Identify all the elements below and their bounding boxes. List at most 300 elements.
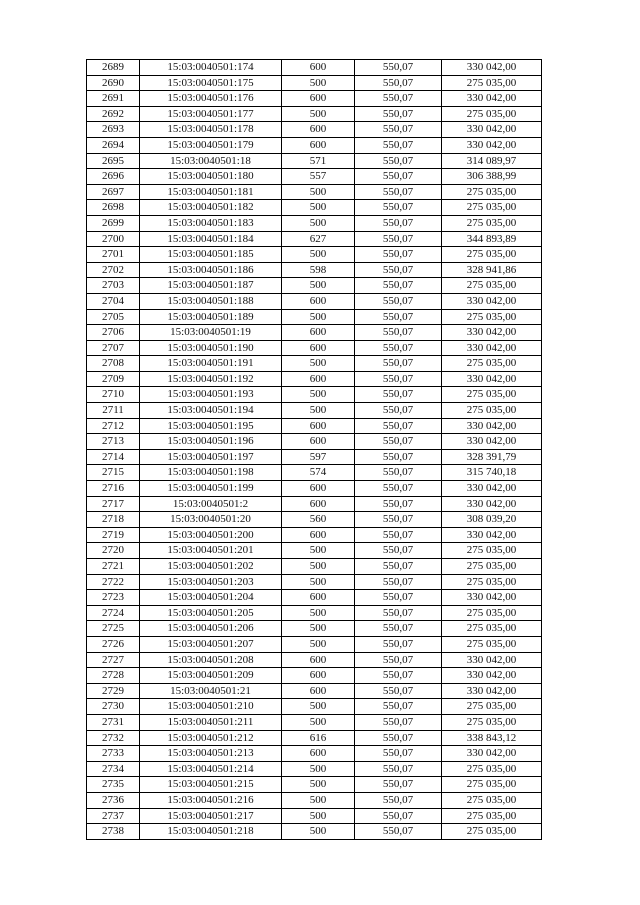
table-row xyxy=(87,512,542,528)
cost-cell: 330 042,00 xyxy=(442,590,542,606)
cadastral-number-cell: 15:03:0040501:190 xyxy=(140,340,282,356)
area-cell: 500 xyxy=(282,200,355,216)
cost-cell: 330 042,00 xyxy=(442,60,542,76)
row-number-cell: 2720 xyxy=(87,543,140,559)
cadastral-number-cell: 15:03:0040501:180 xyxy=(140,169,282,185)
cost-cell: 275 035,00 xyxy=(442,403,542,419)
rate-cell: 550,07 xyxy=(355,122,442,138)
cadastral-number-cell: 15:03:0040501:208 xyxy=(140,652,282,668)
table-row xyxy=(87,777,542,793)
cost-cell: 344 893,89 xyxy=(442,231,542,247)
cadastral-number-cell: 15:03:0040501:181 xyxy=(140,184,282,200)
table-row xyxy=(87,449,542,465)
cadastral-number-cell: 15:03:0040501:189 xyxy=(140,309,282,325)
table-row xyxy=(87,527,542,543)
table-row xyxy=(87,668,542,684)
cadastral-number-cell: 15:03:0040501:205 xyxy=(140,605,282,621)
table-row xyxy=(87,91,542,107)
table-row xyxy=(87,340,542,356)
cadastral-number-cell: 15:03:0040501:209 xyxy=(140,668,282,684)
area-cell: 500 xyxy=(282,247,355,263)
area-cell: 500 xyxy=(282,559,355,575)
rate-cell: 550,07 xyxy=(355,356,442,372)
cadastral-number-cell: 15:03:0040501:199 xyxy=(140,481,282,497)
cadastral-number-cell: 15:03:0040501:213 xyxy=(140,746,282,762)
row-number-cell: 2733 xyxy=(87,746,140,762)
rate-cell: 550,07 xyxy=(355,325,442,341)
table-row xyxy=(87,153,542,169)
row-number-cell: 2730 xyxy=(87,699,140,715)
row-number-cell: 2716 xyxy=(87,481,140,497)
cadastral-number-cell: 15:03:0040501:191 xyxy=(140,356,282,372)
cadastral-number-cell: 15:03:0040501:198 xyxy=(140,465,282,481)
cadastral-number-cell: 15:03:0040501:192 xyxy=(140,371,282,387)
cadastral-number-cell: 15:03:0040501:202 xyxy=(140,559,282,575)
cost-cell: 275 035,00 xyxy=(442,714,542,730)
cost-cell: 275 035,00 xyxy=(442,247,542,263)
row-number-cell: 2721 xyxy=(87,559,140,575)
table-row xyxy=(87,278,542,294)
row-number-cell: 2726 xyxy=(87,636,140,652)
area-cell: 600 xyxy=(282,527,355,543)
table-row xyxy=(87,169,542,185)
rate-cell: 550,07 xyxy=(355,262,442,278)
row-number-cell: 2717 xyxy=(87,496,140,512)
table-row xyxy=(87,559,542,575)
rate-cell: 550,07 xyxy=(355,106,442,122)
row-number-cell: 2711 xyxy=(87,403,140,419)
rate-cell: 550,07 xyxy=(355,278,442,294)
table-row xyxy=(87,75,542,91)
cost-cell: 330 042,00 xyxy=(442,371,542,387)
area-cell: 500 xyxy=(282,184,355,200)
rate-cell: 550,07 xyxy=(355,527,442,543)
area-cell: 500 xyxy=(282,714,355,730)
cost-cell: 338 843,12 xyxy=(442,730,542,746)
row-number-cell: 2710 xyxy=(87,387,140,403)
cadastral-number-cell: 15:03:0040501:188 xyxy=(140,293,282,309)
table-row xyxy=(87,247,542,263)
area-cell: 600 xyxy=(282,293,355,309)
rate-cell: 550,07 xyxy=(355,247,442,263)
cost-cell: 275 035,00 xyxy=(442,200,542,216)
rate-cell: 550,07 xyxy=(355,200,442,216)
area-cell: 500 xyxy=(282,792,355,808)
rate-cell: 550,07 xyxy=(355,91,442,107)
row-number-cell: 2704 xyxy=(87,293,140,309)
cadastral-number-cell: 15:03:0040501:19 xyxy=(140,325,282,341)
cost-cell: 275 035,00 xyxy=(442,605,542,621)
area-cell: 500 xyxy=(282,106,355,122)
cadastral-number-cell: 15:03:0040501:186 xyxy=(140,262,282,278)
row-number-cell: 2725 xyxy=(87,621,140,637)
table-row xyxy=(87,481,542,497)
row-number-cell: 2690 xyxy=(87,75,140,91)
cost-cell: 330 042,00 xyxy=(442,481,542,497)
table-row xyxy=(87,418,542,434)
rate-cell: 550,07 xyxy=(355,699,442,715)
cost-cell: 330 042,00 xyxy=(442,137,542,153)
row-number-cell: 2703 xyxy=(87,278,140,294)
cost-cell: 275 035,00 xyxy=(442,543,542,559)
rate-cell: 550,07 xyxy=(355,668,442,684)
cadastral-number-cell: 15:03:0040501:210 xyxy=(140,699,282,715)
cadastral-number-cell: 15:03:0040501:175 xyxy=(140,75,282,91)
table-row xyxy=(87,371,542,387)
rate-cell: 550,07 xyxy=(355,184,442,200)
row-number-cell: 2707 xyxy=(87,340,140,356)
cadastral-number-cell: 15:03:0040501:185 xyxy=(140,247,282,263)
rate-cell: 550,07 xyxy=(355,824,442,840)
row-number-cell: 2722 xyxy=(87,574,140,590)
row-number-cell: 2706 xyxy=(87,325,140,341)
cost-cell: 275 035,00 xyxy=(442,309,542,325)
area-cell: 500 xyxy=(282,824,355,840)
table-row xyxy=(87,122,542,138)
rate-cell: 550,07 xyxy=(355,371,442,387)
area-cell: 500 xyxy=(282,621,355,637)
cadastral-number-cell: 15:03:0040501:194 xyxy=(140,403,282,419)
rate-cell: 550,07 xyxy=(355,293,442,309)
area-cell: 500 xyxy=(282,761,355,777)
area-cell: 600 xyxy=(282,60,355,76)
table-row xyxy=(87,200,542,216)
rate-cell: 550,07 xyxy=(355,309,442,325)
cost-cell: 328 391,79 xyxy=(442,449,542,465)
cadastral-number-cell: 15:03:0040501:197 xyxy=(140,449,282,465)
area-cell: 500 xyxy=(282,309,355,325)
area-cell: 600 xyxy=(282,683,355,699)
area-cell: 600 xyxy=(282,496,355,512)
area-cell: 500 xyxy=(282,543,355,559)
cost-cell: 275 035,00 xyxy=(442,636,542,652)
row-number-cell: 2689 xyxy=(87,60,140,76)
row-number-cell: 2699 xyxy=(87,215,140,231)
row-number-cell: 2705 xyxy=(87,309,140,325)
table-row xyxy=(87,824,542,840)
cadastral-number-cell: 15:03:0040501:176 xyxy=(140,91,282,107)
cost-cell: 330 042,00 xyxy=(442,683,542,699)
table-row xyxy=(87,543,542,559)
cost-cell: 330 042,00 xyxy=(442,527,542,543)
cadastral-number-cell: 15:03:0040501:204 xyxy=(140,590,282,606)
table-row xyxy=(87,434,542,450)
row-number-cell: 2695 xyxy=(87,153,140,169)
area-cell: 600 xyxy=(282,91,355,107)
table-row xyxy=(87,325,542,341)
cadastral-number-cell: 15:03:0040501:184 xyxy=(140,231,282,247)
cadastral-number-cell: 15:03:0040501:195 xyxy=(140,418,282,434)
table-row xyxy=(87,621,542,637)
row-number-cell: 2694 xyxy=(87,137,140,153)
cadastral-number-cell: 15:03:0040501:201 xyxy=(140,543,282,559)
cadastral-number-cell: 15:03:0040501:196 xyxy=(140,434,282,450)
rate-cell: 550,07 xyxy=(355,403,442,419)
rate-cell: 550,07 xyxy=(355,761,442,777)
cost-cell: 275 035,00 xyxy=(442,777,542,793)
cost-cell: 275 035,00 xyxy=(442,387,542,403)
table-row xyxy=(87,699,542,715)
row-number-cell: 2734 xyxy=(87,761,140,777)
row-number-cell: 2728 xyxy=(87,668,140,684)
row-number-cell: 2691 xyxy=(87,91,140,107)
row-number-cell: 2719 xyxy=(87,527,140,543)
rate-cell: 550,07 xyxy=(355,746,442,762)
table-row xyxy=(87,683,542,699)
row-number-cell: 2698 xyxy=(87,200,140,216)
table-row xyxy=(87,184,542,200)
cadastral-number-cell: 15:03:0040501:218 xyxy=(140,824,282,840)
cadastral-number-cell: 15:03:0040501:212 xyxy=(140,730,282,746)
cost-cell: 308 039,20 xyxy=(442,512,542,528)
row-number-cell: 2724 xyxy=(87,605,140,621)
row-number-cell: 2697 xyxy=(87,184,140,200)
rate-cell: 550,07 xyxy=(355,543,442,559)
row-number-cell: 2701 xyxy=(87,247,140,263)
cadastral-number-cell: 15:03:0040501:211 xyxy=(140,714,282,730)
table-row xyxy=(87,605,542,621)
cost-cell: 275 035,00 xyxy=(442,278,542,294)
cadastral-number-cell: 15:03:0040501:18 xyxy=(140,153,282,169)
cost-cell: 330 042,00 xyxy=(442,668,542,684)
cost-cell: 275 035,00 xyxy=(442,559,542,575)
area-cell: 560 xyxy=(282,512,355,528)
cost-cell: 330 042,00 xyxy=(442,652,542,668)
cost-cell: 330 042,00 xyxy=(442,325,542,341)
table-row xyxy=(87,309,542,325)
row-number-cell: 2692 xyxy=(87,106,140,122)
cadastral-number-cell: 15:03:0040501:174 xyxy=(140,60,282,76)
parcel-table xyxy=(86,59,542,840)
cadastral-number-cell: 15:03:0040501:183 xyxy=(140,215,282,231)
row-number-cell: 2715 xyxy=(87,465,140,481)
row-number-cell: 2713 xyxy=(87,434,140,450)
area-cell: 500 xyxy=(282,574,355,590)
rate-cell: 550,07 xyxy=(355,387,442,403)
row-number-cell: 2732 xyxy=(87,730,140,746)
rate-cell: 550,07 xyxy=(355,652,442,668)
area-cell: 600 xyxy=(282,652,355,668)
row-number-cell: 2712 xyxy=(87,418,140,434)
row-number-cell: 2718 xyxy=(87,512,140,528)
rate-cell: 550,07 xyxy=(355,496,442,512)
area-cell: 500 xyxy=(282,777,355,793)
area-cell: 600 xyxy=(282,137,355,153)
area-cell: 600 xyxy=(282,590,355,606)
cost-cell: 330 042,00 xyxy=(442,122,542,138)
rate-cell: 550,07 xyxy=(355,777,442,793)
cost-cell: 275 035,00 xyxy=(442,792,542,808)
area-cell: 627 xyxy=(282,231,355,247)
cost-cell: 275 035,00 xyxy=(442,621,542,637)
area-cell: 600 xyxy=(282,325,355,341)
table-row xyxy=(87,496,542,512)
area-cell: 500 xyxy=(282,403,355,419)
area-cell: 600 xyxy=(282,746,355,762)
cadastral-number-cell: 15:03:0040501:206 xyxy=(140,621,282,637)
cadastral-number-cell: 15:03:0040501:217 xyxy=(140,808,282,824)
row-number-cell: 2727 xyxy=(87,652,140,668)
rate-cell: 550,07 xyxy=(355,153,442,169)
rate-cell: 550,07 xyxy=(355,449,442,465)
rate-cell: 550,07 xyxy=(355,434,442,450)
area-cell: 500 xyxy=(282,75,355,91)
row-number-cell: 2702 xyxy=(87,262,140,278)
rate-cell: 550,07 xyxy=(355,559,442,575)
cadastral-number-cell: 15:03:0040501:179 xyxy=(140,137,282,153)
area-cell: 574 xyxy=(282,465,355,481)
rate-cell: 550,07 xyxy=(355,590,442,606)
cadastral-number-cell: 15:03:0040501:214 xyxy=(140,761,282,777)
area-cell: 557 xyxy=(282,169,355,185)
cadastral-number-cell: 15:03:0040501:187 xyxy=(140,278,282,294)
cadastral-number-cell: 15:03:0040501:178 xyxy=(140,122,282,138)
area-cell: 500 xyxy=(282,215,355,231)
row-number-cell: 2735 xyxy=(87,777,140,793)
row-number-cell: 2731 xyxy=(87,714,140,730)
table-row xyxy=(87,262,542,278)
cost-cell: 330 042,00 xyxy=(442,91,542,107)
row-number-cell: 2700 xyxy=(87,231,140,247)
row-number-cell: 2708 xyxy=(87,356,140,372)
rate-cell: 550,07 xyxy=(355,714,442,730)
rate-cell: 550,07 xyxy=(355,169,442,185)
cost-cell: 275 035,00 xyxy=(442,808,542,824)
area-cell: 597 xyxy=(282,449,355,465)
cadastral-number-cell: 15:03:0040501:215 xyxy=(140,777,282,793)
row-number-cell: 2729 xyxy=(87,683,140,699)
table-row xyxy=(87,746,542,762)
rate-cell: 550,07 xyxy=(355,512,442,528)
rate-cell: 550,07 xyxy=(355,418,442,434)
area-cell: 500 xyxy=(282,636,355,652)
row-number-cell: 2693 xyxy=(87,122,140,138)
cost-cell: 330 042,00 xyxy=(442,746,542,762)
area-cell: 600 xyxy=(282,122,355,138)
rate-cell: 550,07 xyxy=(355,231,442,247)
cadastral-number-cell: 15:03:0040501:177 xyxy=(140,106,282,122)
cadastral-number-cell: 15:03:0040501:21 xyxy=(140,683,282,699)
area-cell: 600 xyxy=(282,340,355,356)
cost-cell: 330 042,00 xyxy=(442,434,542,450)
cost-cell: 275 035,00 xyxy=(442,574,542,590)
rate-cell: 550,07 xyxy=(355,574,442,590)
area-cell: 600 xyxy=(282,371,355,387)
cost-cell: 275 035,00 xyxy=(442,215,542,231)
table-row xyxy=(87,465,542,481)
cadastral-number-cell: 15:03:0040501:207 xyxy=(140,636,282,652)
rate-cell: 550,07 xyxy=(355,792,442,808)
table-row xyxy=(87,590,542,606)
table-row xyxy=(87,293,542,309)
area-cell: 600 xyxy=(282,434,355,450)
row-number-cell: 2709 xyxy=(87,371,140,387)
row-number-cell: 2714 xyxy=(87,449,140,465)
rate-cell: 550,07 xyxy=(355,137,442,153)
cost-cell: 306 388,99 xyxy=(442,169,542,185)
rate-cell: 550,07 xyxy=(355,683,442,699)
table-row xyxy=(87,137,542,153)
rate-cell: 550,07 xyxy=(355,621,442,637)
cost-cell: 330 042,00 xyxy=(442,293,542,309)
rate-cell: 550,07 xyxy=(355,75,442,91)
table-row xyxy=(87,730,542,746)
cadastral-number-cell: 15:03:0040501:216 xyxy=(140,792,282,808)
cost-cell: 330 042,00 xyxy=(442,340,542,356)
cost-cell: 275 035,00 xyxy=(442,106,542,122)
table-row xyxy=(87,356,542,372)
table-row xyxy=(87,215,542,231)
area-cell: 500 xyxy=(282,605,355,621)
table-row xyxy=(87,808,542,824)
rate-cell: 550,07 xyxy=(355,215,442,231)
cadastral-number-cell: 15:03:0040501:203 xyxy=(140,574,282,590)
area-cell: 500 xyxy=(282,699,355,715)
cadastral-number-cell: 15:03:0040501:20 xyxy=(140,512,282,528)
table-row xyxy=(87,761,542,777)
row-number-cell: 2696 xyxy=(87,169,140,185)
rate-cell: 550,07 xyxy=(355,340,442,356)
table-row xyxy=(87,60,542,76)
rate-cell: 550,07 xyxy=(355,636,442,652)
area-cell: 500 xyxy=(282,356,355,372)
area-cell: 616 xyxy=(282,730,355,746)
table-row xyxy=(87,792,542,808)
row-number-cell: 2736 xyxy=(87,792,140,808)
rate-cell: 550,07 xyxy=(355,808,442,824)
cost-cell: 330 042,00 xyxy=(442,418,542,434)
cadastral-number-cell: 15:03:0040501:193 xyxy=(140,387,282,403)
cadastral-number-cell: 15:03:0040501:2 xyxy=(140,496,282,512)
rate-cell: 550,07 xyxy=(355,60,442,76)
cadastral-number-cell: 15:03:0040501:182 xyxy=(140,200,282,216)
table-row xyxy=(87,231,542,247)
table-row xyxy=(87,714,542,730)
area-cell: 500 xyxy=(282,387,355,403)
parcel-table-body xyxy=(87,60,542,840)
cost-cell: 275 035,00 xyxy=(442,824,542,840)
area-cell: 600 xyxy=(282,668,355,684)
cost-cell: 314 089,97 xyxy=(442,153,542,169)
area-cell: 600 xyxy=(282,418,355,434)
area-cell: 598 xyxy=(282,262,355,278)
area-cell: 500 xyxy=(282,808,355,824)
cost-cell: 275 035,00 xyxy=(442,761,542,777)
table-row xyxy=(87,574,542,590)
row-number-cell: 2738 xyxy=(87,824,140,840)
cost-cell: 275 035,00 xyxy=(442,699,542,715)
cost-cell: 275 035,00 xyxy=(442,184,542,200)
row-number-cell: 2723 xyxy=(87,590,140,606)
cost-cell: 315 740,18 xyxy=(442,465,542,481)
area-cell: 571 xyxy=(282,153,355,169)
table-row xyxy=(87,636,542,652)
cost-cell: 275 035,00 xyxy=(442,75,542,91)
cost-cell: 275 035,00 xyxy=(442,356,542,372)
row-number-cell: 2737 xyxy=(87,808,140,824)
table-row xyxy=(87,106,542,122)
cost-cell: 328 941,86 xyxy=(442,262,542,278)
rate-cell: 550,07 xyxy=(355,730,442,746)
cadastral-number-cell: 15:03:0040501:200 xyxy=(140,527,282,543)
rate-cell: 550,07 xyxy=(355,465,442,481)
area-cell: 500 xyxy=(282,278,355,294)
rate-cell: 550,07 xyxy=(355,605,442,621)
cost-cell: 330 042,00 xyxy=(442,496,542,512)
table-row xyxy=(87,387,542,403)
table-row xyxy=(87,652,542,668)
table-row xyxy=(87,403,542,419)
